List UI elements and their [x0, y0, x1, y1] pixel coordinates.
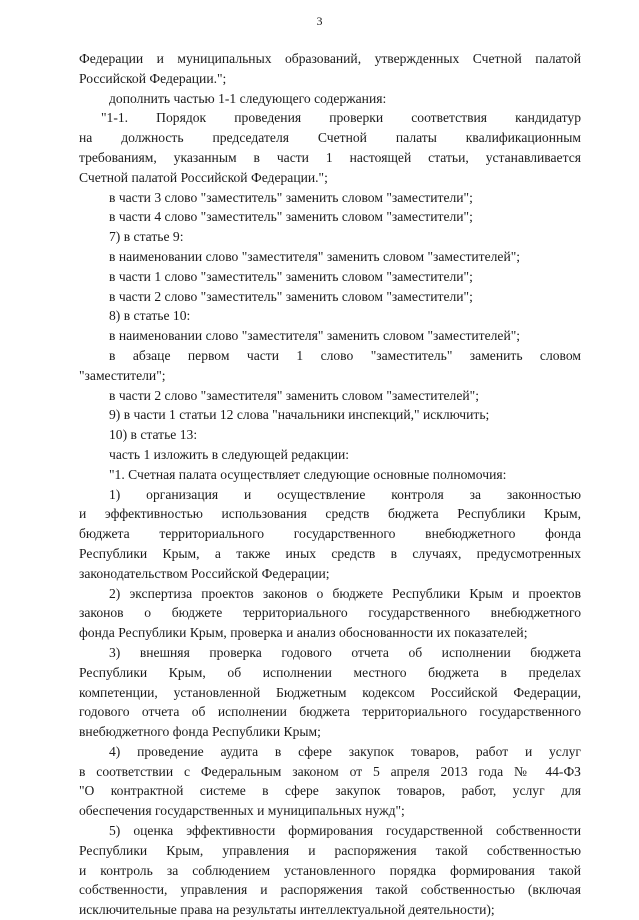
text-line: собственности, управления и распоряжения такой собственностью (включая	[79, 882, 581, 898]
text-line: "1-1. Порядок проведения проверки соответствия кандидатур	[101, 110, 581, 126]
text-line: 10) в статье 13:	[109, 427, 198, 443]
text-line: часть 1 изложить в следующей редакции:	[109, 446, 350, 462]
text-line: дополнить частью 1-1 следующего содержания:	[109, 90, 387, 106]
text-line: 7) в статье 9:	[109, 229, 184, 245]
page-number: 3	[316, 14, 323, 28]
text-line: 9) в части 1 статьи 12 слова "начальники инспекций," исключить;	[109, 407, 490, 423]
text-line: в части 2 слово "заместитель" заменить словом "заместители";	[109, 288, 473, 304]
text-line: Республики Крым, управления и распоряжения такой собственностью	[79, 842, 581, 858]
text-line: Счетной палатой Российской Федерации.";	[79, 169, 328, 185]
text-line: в наименовании слово "заместителя" заменить словом "заместителей";	[109, 328, 521, 344]
text-line: в соответствии с Федеральным законом от 5 апреля 2013 года № 44-ФЗ	[79, 763, 581, 779]
text-line: законодательством Российской Федерации;	[79, 565, 330, 581]
text-line: законов о бюджете территориального государственного внебюджетного	[79, 605, 581, 621]
text-line: на должность председателя Счетной палаты квалификационным	[79, 130, 581, 146]
text-line: в части 1 слово "заместитель" заменить словом "заместители";	[109, 268, 473, 284]
text-line: "1. Счетная палата осуществляет следующие основные полномочия:	[109, 466, 507, 482]
text-line: в части 3 слово "заместитель" заменить словом "заместители";	[109, 189, 473, 205]
text-line: бюджета территориального государственного внебюджетного фонда	[79, 526, 581, 542]
text-line: фонда Республики Крым, проверка и анализ обоснованности их показателей;	[79, 625, 528, 641]
text-line: "заместители";	[79, 367, 166, 383]
text-line: 5) оценка эффективности формирования государственной собственности	[109, 823, 581, 839]
text-line: 8) в статье 10:	[109, 308, 191, 324]
text-line: 2) экспертиза проектов законов о бюджете Республики Крым и проектов	[109, 585, 581, 601]
text-line: внебюджетного фонда Республики Крым;	[79, 724, 321, 740]
text-line: 1) организация и осуществление контроля за законностью	[109, 486, 581, 502]
text-line: в части 2 слово "заместителя" заменить словом "заместителей";	[109, 387, 479, 403]
text-line: требованиям, указанным в части 1 настоящей статьи, устанавливается	[79, 149, 581, 165]
text-line: 4) проведение аудита в сфере закупок товаров, работ и услуг	[109, 743, 581, 759]
text-line: годового отчета об исполнении бюджета территориального государственного	[79, 704, 581, 720]
text-line: Российской Федерации.";	[79, 70, 227, 86]
text-line: в части 4 слово "заместитель" заменить словом "заместители";	[109, 209, 473, 225]
text-line: 3) внешняя проверка годового отчета об исполнении бюджета	[109, 644, 581, 660]
text-line: обеспечения государственных и муниципальных нужд";	[79, 803, 405, 819]
document-body	[79, 49, 581, 920]
text-line: Республики Крым, а также иных средств в случаях, предусмотренных	[79, 545, 581, 561]
text-line: и эффективностью использования средств бюджета Республики Крым,	[79, 506, 581, 522]
text-line: Республики Крым, об исполнении местного бюджета в пределах	[79, 664, 581, 680]
text-line: Федерации и муниципальных образований, утвержденных Счетной палатой	[79, 51, 581, 66]
text-line: исключительные права на результаты интеллектуальной деятельности);	[79, 902, 495, 918]
text-line: компетенции, установленной Бюджетным кодексом Российской Федерации,	[79, 684, 581, 700]
text-line: в наименовании слово "заместителя" заменить словом "заместителей";	[109, 248, 521, 264]
text-line: "О контрактной системе в сфере закупок товаров, работ, услуг для	[79, 783, 581, 799]
text-line: в абзаце первом части 1 слово "заместитель" заменить словом	[109, 347, 581, 363]
text-line: и контроль за соблюдением установленного порядка формирования такой	[79, 862, 581, 878]
